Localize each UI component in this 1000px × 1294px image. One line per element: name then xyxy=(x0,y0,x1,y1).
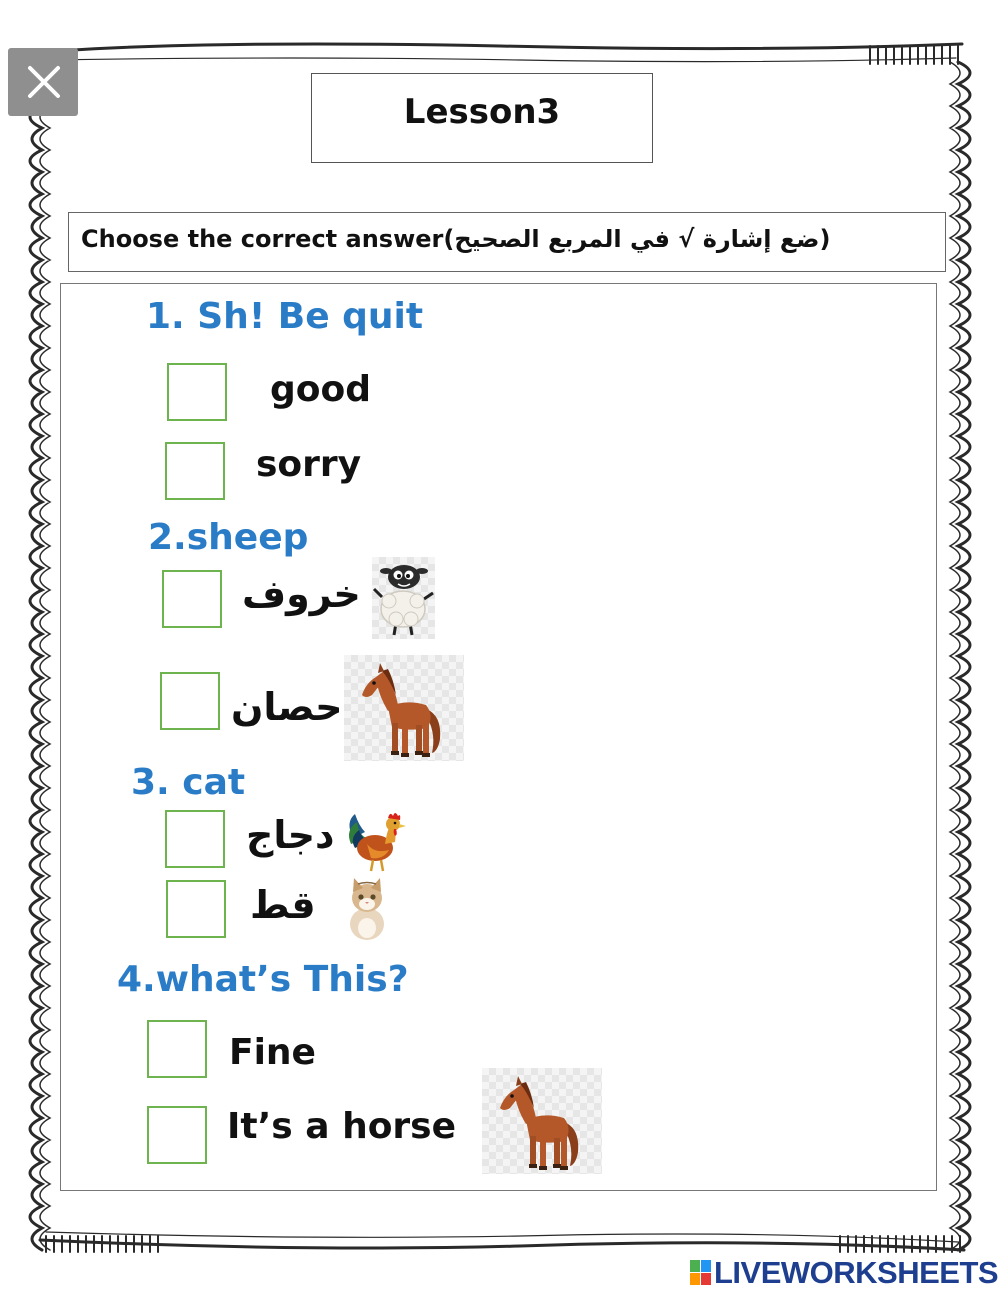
instruction-text: Choose the correct answer(ضع إشارة √ في المربع الصحيح) xyxy=(81,225,831,253)
question-1-label: 1. Sh! Be quit xyxy=(146,296,424,337)
question-3-option-2-text: قط xyxy=(250,883,316,927)
question-1-option-1-text: good xyxy=(270,369,372,410)
question-4-option-2-text: It’s a horse xyxy=(227,1106,457,1147)
question-2-label: 2.sheep xyxy=(148,517,309,558)
question-2-option-1-text: خروف xyxy=(242,572,361,616)
question-4-option-1-checkbox[interactable] xyxy=(147,1020,207,1078)
question-3-option-1-checkbox[interactable] xyxy=(165,810,225,868)
question-3-option-1-text: دجاج xyxy=(246,813,335,857)
close-icon xyxy=(8,48,78,116)
close-button[interactable] xyxy=(8,48,78,116)
question-1-option-1-checkbox[interactable] xyxy=(167,363,227,421)
question-1-option-2-checkbox[interactable] xyxy=(165,442,225,500)
question-2-option-2-checkbox[interactable] xyxy=(160,672,220,730)
rooster-image xyxy=(345,808,409,874)
question-4-option-1-text: Fine xyxy=(229,1032,316,1073)
instruction-box xyxy=(68,212,946,272)
question-1-option-2-text: sorry xyxy=(256,444,362,485)
cat-image xyxy=(344,876,390,942)
logo-blocks-icon xyxy=(690,1260,712,1286)
question-3-option-2-checkbox[interactable] xyxy=(166,880,226,938)
question-2-option-2-text: حصان xyxy=(231,685,343,729)
horse-image xyxy=(344,655,464,761)
question-2-option-1-checkbox[interactable] xyxy=(162,570,222,628)
page-title: Lesson3 xyxy=(403,92,561,132)
question-4-label: 4.what’s This? xyxy=(117,959,409,1000)
sheep-image xyxy=(372,557,435,639)
logo-text: LIVEWORKSHEETS xyxy=(714,1255,999,1290)
question-4-option-2-checkbox[interactable] xyxy=(147,1106,207,1164)
horse-image xyxy=(482,1068,602,1174)
title-box xyxy=(311,73,653,163)
question-3-label: 3. cat xyxy=(131,762,246,803)
